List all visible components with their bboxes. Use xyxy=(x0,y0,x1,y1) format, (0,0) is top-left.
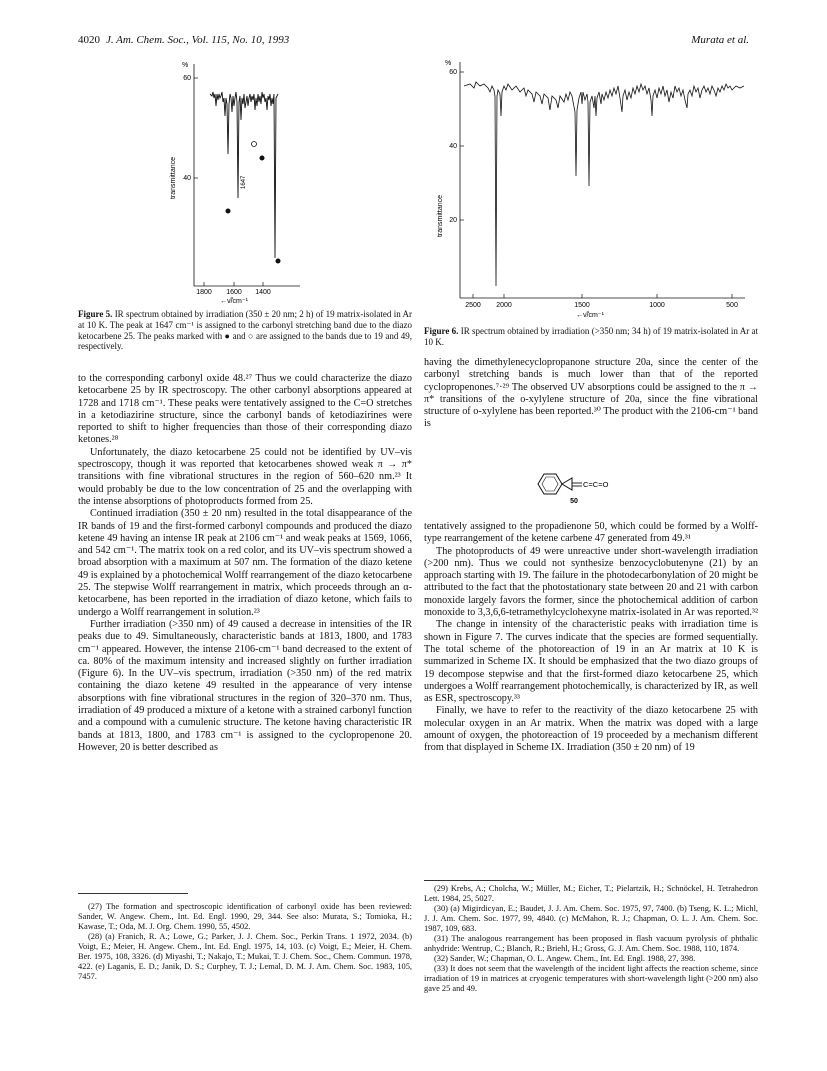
footnote-rule xyxy=(424,880,534,881)
fig6-ytick-60: 60 xyxy=(449,69,457,76)
fig5-marker-filled-19 xyxy=(260,156,265,161)
fig5-y-label: transmittance xyxy=(170,156,177,200)
structure-50-label: 50 xyxy=(570,498,578,505)
footnote: (30) (a) Migirdicyan, E.; Baudet, J. J. Am. Chem. Soc. 1975, 97, 7400. (b) Tseng, K. L.; Michl, J. J. Am. Chem. Soc. 1977, 99, 4840. (c) McMahon, R. J.; Chapman, O. L. J. Am. Chem. Soc. 1987, 109, 683. xyxy=(424,904,758,933)
right-column-body-bottom xyxy=(424,521,758,755)
figure-6-caption-label: Figure 6. xyxy=(424,326,459,336)
body-paragraph: The photoproducts of 49 were unreactive under short-wavelength irradiation (>200 nm). Thus we could not synthesize benzocyclobutenyne (21) by an approach starting with 19. The failure in the photodecarbonylation of 20 might be attributed to the fact that the photostationary state between 20 and 21 with carbon monoxide largely favors the former, since the photochemical addition of carbon monoxide to 3,3,6,6-tetramethylcyclohexyne matrix-isolated in Ar was reported.³² xyxy=(424,545,758,619)
footnote-rule xyxy=(78,893,188,894)
left-column-body xyxy=(78,373,412,754)
fig5-spectrum-trace xyxy=(210,92,278,258)
fig6-spectrum-trace xyxy=(464,82,744,286)
body-paragraph: having the dimethylenecyclopropanone structure 20a, since the center of the carbonyl stretching bands is much lower than that of the reported cyclopropenones.⁷·²⁹ The observed UV absorptions could be assigned to the π → π* transitions of the o-xylylene structure of 20a, since the fine vibrational structure of o-xylylene has been reported.³⁰ The product with the 2106-cm⁻¹ band is xyxy=(424,357,758,430)
right-column-body-top xyxy=(424,357,758,431)
body-paragraph: to the corresponding carbonyl oxide 48.²⁷ Thus we could characterize the diazo ketocarbene 25 by IR spectroscopy. The other carbonyl absorptions appeared at 1728 and 1718 cm⁻¹. These peaks were tentatively assigned to the C=O stretches in a ketodiazirine structure, since the carbonyl bands of ketodiazirines were reported to shift to higher frequencies than those of their corresponding diazo ketones.²⁸ xyxy=(78,373,412,446)
fig5-peak-label-1647: 1647 xyxy=(241,175,247,189)
figure-5-caption-label: Figure 5. xyxy=(78,309,113,319)
fig5-x-label: ←ν̃/cm⁻¹ xyxy=(220,298,248,305)
figure-6-caption xyxy=(424,326,758,348)
running-header-left xyxy=(78,34,289,46)
page-number: 4020 xyxy=(78,34,100,46)
left-footnotes xyxy=(78,902,412,982)
footnote: (33) It does not seem that the wavelength of the incident light affects the reaction scheme, since irradiation of 19 in matrices at cryogenic temperatures with short-wavelength light (>200 nm) also gave 25 and 49. xyxy=(424,964,758,993)
body-paragraph: Unfortunately, the diazo ketocarbene 25 could not be identified by UV–vis spectroscopy, though it was reported that ketocarbenes showed weak π → π* transitions with fine vibrational structures in the region of 560–620 nm.²³ It would probably be due to the low concentration of 25 and the overlapping with the intense absorptions of photoproducts formed from 25. xyxy=(78,446,412,507)
fig5-marker-open-49 xyxy=(252,142,257,147)
fig5-ytick-60: 60 xyxy=(183,75,191,82)
figure-5-spectrum xyxy=(150,58,320,306)
fig6-y-label: transmittance xyxy=(437,194,444,238)
right-footnotes xyxy=(424,884,758,994)
figure-5-caption-text: IR spectrum obtained by irradiation (350 ± 20 nm; 2 h) of 19 matrix-isolated in Ar at 10 K. The peak at 1647 cm⁻¹ is assigned to the carbonyl stretching band due to the diazo ketocarbene 25. The peaks marked with ● and ○ are assigned to the bands due to 19 and 49, respectively. xyxy=(78,309,412,352)
footnote: (27) The formation and spectroscopic identification of carbonyl oxide has been reviewed: Sander, W. Angew. Chem., Int. Ed. Engl. 1990, 29, 344. See also: Murata, S.; Tomioka, H.; Kawase, T.; Oda, M. J. Org. Chem. 1990, 55, 4502. xyxy=(78,902,412,931)
body-paragraph: Further irradiation (>350 nm) of 49 caused a decrease in intensities of the IR peaks due to 49. Simultaneously, characteristic bands at 1813, 1800, and 1783 cm⁻¹ appeared. However, the intense 2106-cm⁻¹ band decreased to the extent of ca. 80% of the maximum intensity and increased slightly on further irradiation (Figure 6). In the UV–vis spectrum, irradiation (>350 nm) of the red matrix containing the diazo ketene 49 resulted in the appearance of very intense absorptions with fine vibrational structures in the region of 320–370 nm. Thus, irradiation of 49 produced a mixture of a ketone with a strained carbonyl function and a compound with a cumulenic structure. The ketone having characteristic IR bands at 1813, 1800, and 1783 cm⁻¹ is assigned to the cyclopropenone 20. However, 20 is better described as xyxy=(78,618,412,753)
fig6-xtick-1500: 1500 xyxy=(574,302,590,309)
fig6-y-unit: % xyxy=(445,60,452,67)
fig5-marker-filled-19 xyxy=(226,209,231,214)
figure-6-spectrum xyxy=(430,56,750,324)
figure-5-caption xyxy=(78,309,412,352)
fig5-marker-filled-19 xyxy=(276,259,281,264)
journal-citation: J. Am. Chem. Soc., Vol. 115, No. 10, 1993 xyxy=(106,34,290,46)
structure-50-propadienone xyxy=(530,468,640,508)
body-paragraph: Finally, we have to refer to the reactivity of the diazo ketocarbene 25 with molecular oxygen in an Ar matrix. When the matrix was doped with a large amount of oxygen, the photoreaction of 19 proceeded by a mechanism different from that displayed in Scheme IX. Irradiation (350 ± 20 nm) of 19 xyxy=(424,705,758,754)
footnote: (28) (a) Franich, R. A.; Lowe, G.; Parker, J. J. Chem. Soc., Perkin Trans. 1 1972, 2034. (b) Voigt, E.; Meier, H. Angew. Chem., Int. Ed. Engl. 1975, 14, 103. (c) Voigt, E.; Meier, H. Chem. Ber. 1975, 108, 3326. (d) Miyashi, T.; Nakajo, T.; Mukai, T. J. Chem. Soc., Chem. Commun. 1978, 422. (e) Laganis, E. D.; Janik, D. S.; Curphey, T. J.; Lemal, D. M. J. Am. Chem. Soc. 1983, 105, 7457. xyxy=(78,932,412,981)
fig5-xtick-1800: 1800 xyxy=(196,289,212,296)
fig6-xtick-2000: 2000 xyxy=(496,302,512,309)
fig5-xtick-1400: 1400 xyxy=(255,289,271,296)
body-paragraph: Continued irradiation (350 ± 20 nm) resulted in the total disappearance of the IR bands of 19 and the first-formed carbonyl compounds and produced the diazo ketene 49 having an intense IR peak at 2106 cm⁻¹ and weak peaks at 1569, 1066, and 542 cm⁻¹. The matrix took on a red color, and its UV–vis spectrum showed a broad absorption with a maximum at 507 nm. The formation of the diazo ketene 49 is explained by a photochemical Wolff rearrangement of the diazo ketocarbene 25. The stepwise Wolff rearrangement in matrix, which proceeds through an α-ketocarbene, has been reported in the irradiation of diazo ketone, which fails to undergo a Wolff rearrangement in solution.²³ xyxy=(78,508,412,618)
footnote: (31) The analogous rearrangement has been proposed in flash vacuum pyrolysis of phthalic anhydride: Wentrup, C.; Blanch, R.; Briehl, H.; Gross, G. J. Am. Chem. Soc. 1988, 110, 1874. xyxy=(424,934,758,953)
footnote: (32) Sander, W.; Chapman, O. L. Angew. Chem., Int. Ed. Engl. 1988, 27, 398. xyxy=(434,954,696,963)
fig5-y-unit: % xyxy=(182,62,189,69)
fig6-ytick-40: 40 xyxy=(449,143,457,150)
fig5-xtick-1600: 1600 xyxy=(226,289,242,296)
fig6-ytick-20: 20 xyxy=(449,217,457,224)
fig6-xtick-1000: 1000 xyxy=(649,302,665,309)
fig6-xtick-2500: 2500 xyxy=(465,302,481,309)
running-header-authors: Murata et al. xyxy=(691,34,749,46)
fig5-ytick-40: 40 xyxy=(183,175,191,182)
figure-6-caption-text: IR spectrum obtained by irradiation (>350 nm; 34 h) of 19 matrix-isolated in Ar at 10 K. xyxy=(424,326,758,347)
body-paragraph: tentatively assigned to the propadienone 50, which could be formed by a Wolff-type rearrangement of the ketene carbene 47 generated from 49.³¹ xyxy=(424,521,758,545)
fig6-x-label: ←ν̃/cm⁻¹ xyxy=(576,312,604,319)
structure-50-chain: C=C=O xyxy=(583,480,609,489)
body-paragraph: The change in intensity of the characteristic peaks with irradiation time is shown in Figure 7. The curves indicate that the species are formed sequentially. The total scheme of the photoreaction of 19 in an Ar matrix at 10 K is summarized in Scheme IX. It should be emphasized that the two diazo groups of 19 decompose stepwise and that the first-formed diazo ketocarbene 25, which undergoes a Wolff rearrangement photochemically, is characterized by IR, as well as ESR, spectroscopy.³³ xyxy=(424,619,758,705)
footnote: (29) Krebs, A.; Cholcha, W.; Müller, M.; Eicher, T.; Pielartzik, H.; Schnöckel, H. Tetrahedron Lett. 1984, 25, 5027. xyxy=(424,884,758,903)
fig6-xtick-500: 500 xyxy=(726,302,738,309)
